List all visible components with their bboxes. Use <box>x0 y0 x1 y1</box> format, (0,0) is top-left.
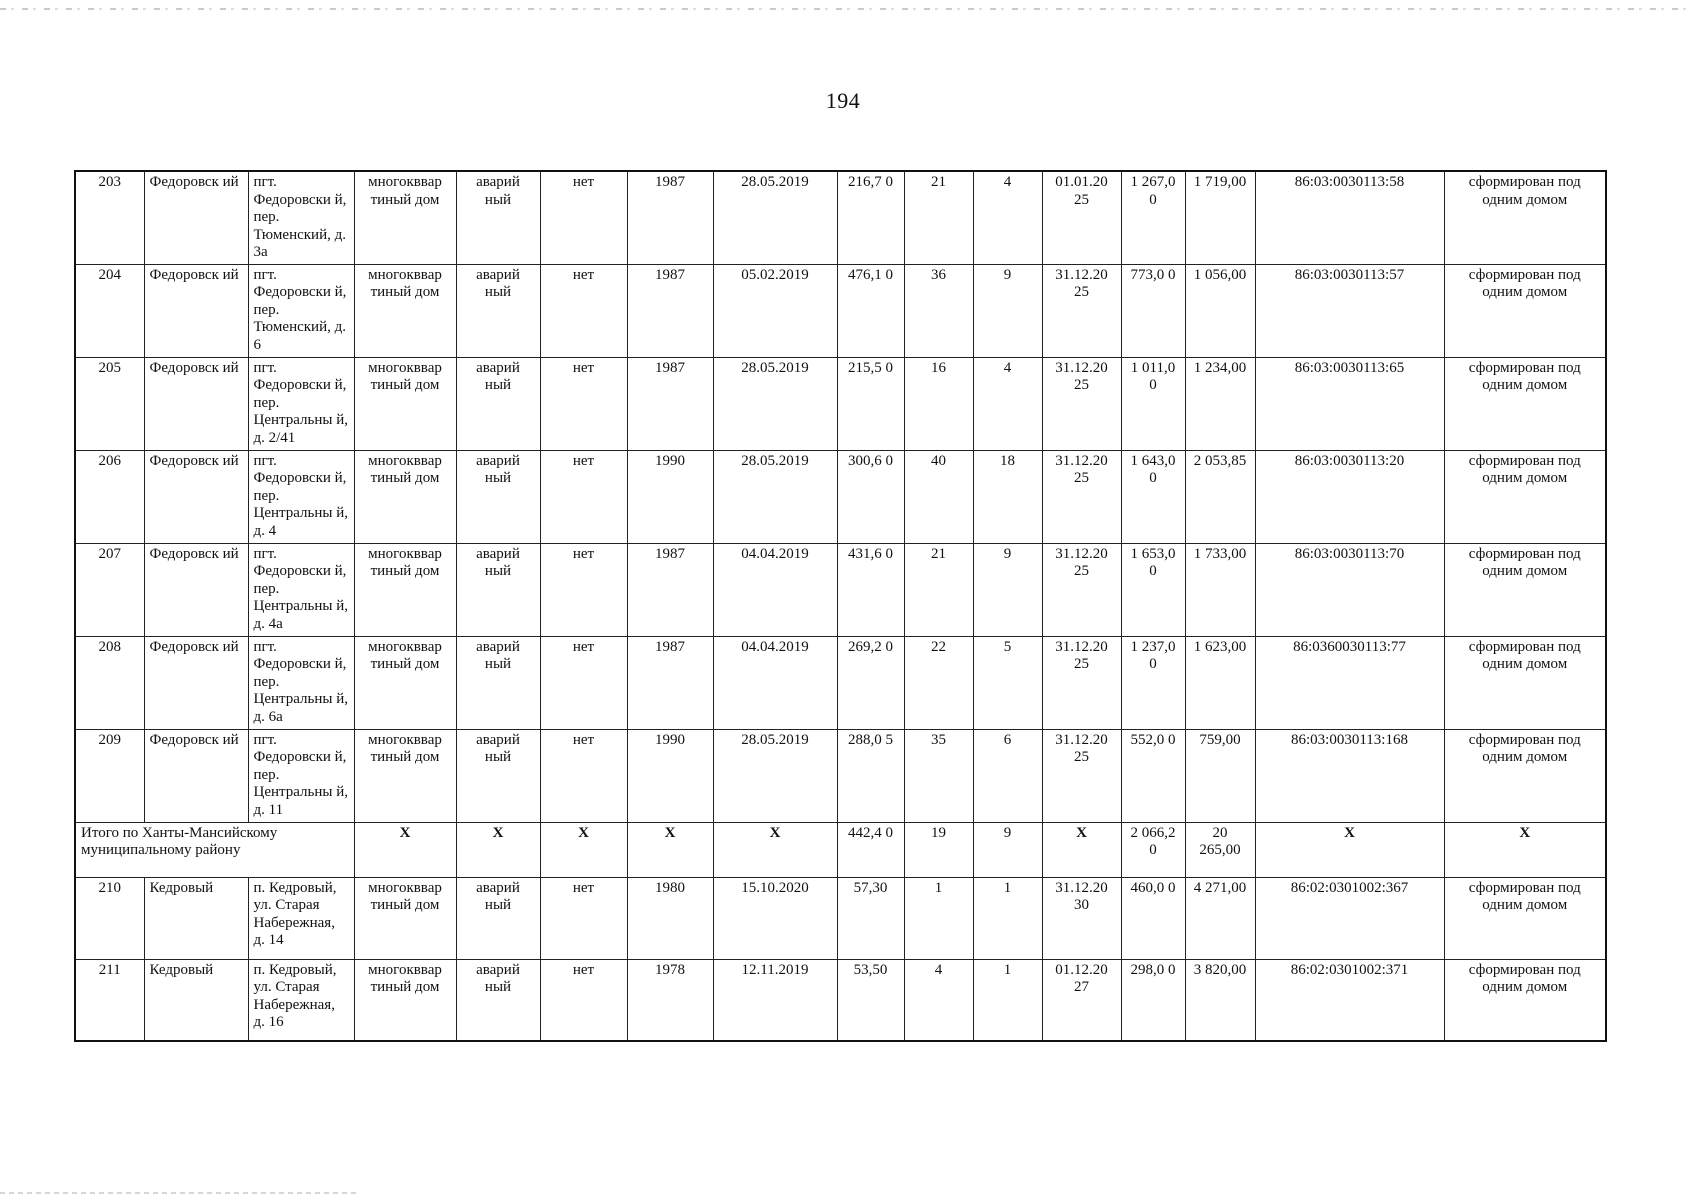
cell-date: 05.02.2019 <box>713 264 837 357</box>
cell-apartments: 5 <box>973 636 1042 729</box>
cell-residents: 1 <box>904 877 973 959</box>
cell-address: пгт. Федоровски й, пер. Центральны й, д. 4 <box>248 450 354 543</box>
cell-condition: аварий ный <box>456 264 540 357</box>
cell-condition: аварий ный <box>456 357 540 450</box>
cell-address: пгт. Федоровски й, пер. Центральны й, д. 2/41 <box>248 357 354 450</box>
cell-area: 476,1 0 <box>837 264 904 357</box>
cell-year: 1987 <box>627 543 713 636</box>
cell-area: 269,2 0 <box>837 636 904 729</box>
table-row <box>75 264 1606 357</box>
cell-date: 28.05.2019 <box>713 450 837 543</box>
cell-value2: 759,00 <box>1185 729 1255 822</box>
cell-house-type: многокввар тиный дом <box>354 543 456 636</box>
cell-deadline: 31.12.20 25 <box>1042 450 1121 543</box>
cell-value1: 460,0 0 <box>1121 877 1185 959</box>
cell-flag: нет <box>540 264 627 357</box>
cell-value1: 773,0 0 <box>1121 264 1185 357</box>
cell-residents: 35 <box>904 729 973 822</box>
cell-status: сформирован под одним домом <box>1444 959 1606 1041</box>
cell-apartments: 4 <box>973 357 1042 450</box>
cell-deadline: 31.12.20 25 <box>1042 264 1121 357</box>
cell-address: пгт. Федоровски й, пер. Тюменский, д. 3а <box>248 171 354 264</box>
cell-status: сформирован под одним домом <box>1444 450 1606 543</box>
cell-cadastral: 86:03:0030113:58 <box>1255 171 1444 264</box>
cell-value2: 3 820,00 <box>1185 959 1255 1041</box>
cell-number: 205 <box>75 357 144 450</box>
cell-house-type: многокввар тиный дом <box>354 729 456 822</box>
total-cadastral: X <box>1255 822 1444 877</box>
cell-date: 12.11.2019 <box>713 959 837 1041</box>
cell-value2: 1 056,00 <box>1185 264 1255 357</box>
cell-area: 216,7 0 <box>837 171 904 264</box>
cell-flag: нет <box>540 450 627 543</box>
cell-residents: 40 <box>904 450 973 543</box>
total-deadline: X <box>1042 822 1121 877</box>
cell-condition: аварий ный <box>456 543 540 636</box>
cell-status: сформирован под одним домом <box>1444 877 1606 959</box>
total-area: 442,4 0 <box>837 822 904 877</box>
cell-status: сформирован под одним домом <box>1444 636 1606 729</box>
cell-condition: аварий ный <box>456 450 540 543</box>
cell-status: сформирован под одним домом <box>1444 171 1606 264</box>
cell-number: 203 <box>75 171 144 264</box>
table-row <box>75 729 1606 822</box>
cell-flag: нет <box>540 877 627 959</box>
cell-apartments: 18 <box>973 450 1042 543</box>
cell-number: 208 <box>75 636 144 729</box>
cell-cadastral: 86:03:0030113:57 <box>1255 264 1444 357</box>
cell-date: 04.04.2019 <box>713 636 837 729</box>
cell-settlement: Федоровск ий <box>144 543 248 636</box>
cell-address: пгт. Федоровски й, пер. Центральны й, д. 6а <box>248 636 354 729</box>
cell-year: 1987 <box>627 171 713 264</box>
cell-area: 215,5 0 <box>837 357 904 450</box>
cell-house-type: многокввар тиный дом <box>354 264 456 357</box>
cell-settlement: Федоровск ий <box>144 171 248 264</box>
cell-residents: 21 <box>904 543 973 636</box>
cell-area: 288,0 5 <box>837 729 904 822</box>
cell-house-type: многокввар тиный дом <box>354 877 456 959</box>
cell-area: 57,30 <box>837 877 904 959</box>
cell-cadastral: 86:03:0030113:168 <box>1255 729 1444 822</box>
cell-number: 210 <box>75 877 144 959</box>
cell-condition: аварий ный <box>456 877 540 959</box>
cell-status: сформирован под одним домом <box>1444 543 1606 636</box>
cell-value2: 1 719,00 <box>1185 171 1255 264</box>
cell-number: 204 <box>75 264 144 357</box>
cell-condition: аварий ный <box>456 729 540 822</box>
cell-residents: 4 <box>904 959 973 1041</box>
total-year: X <box>627 822 713 877</box>
total-value2: 20 265,00 <box>1185 822 1255 877</box>
table-body-b <box>75 877 1606 1041</box>
cell-deadline: 01.01.20 25 <box>1042 171 1121 264</box>
cell-cadastral: 86:03:0030113:65 <box>1255 357 1444 450</box>
cell-date: 28.05.2019 <box>713 171 837 264</box>
cell-condition: аварий ный <box>456 171 540 264</box>
cell-house-type: многокввар тиный дом <box>354 171 456 264</box>
cell-address: пгт. Федоровски й, пер. Тюменский, д. 6 <box>248 264 354 357</box>
cell-house-type: многокввар тиный дом <box>354 357 456 450</box>
total-label: Итого по Ханты-Мансийскому муниципальному району <box>75 822 354 877</box>
cell-house-type: многокввар тиный дом <box>354 450 456 543</box>
table-row <box>75 877 1606 959</box>
cell-date: 15.10.2020 <box>713 877 837 959</box>
cell-value1: 1 267,0 0 <box>1121 171 1185 264</box>
cell-value2: 1 733,00 <box>1185 543 1255 636</box>
total-value1: 2 066,2 0 <box>1121 822 1185 877</box>
cell-number: 207 <box>75 543 144 636</box>
cell-deadline: 31.12.20 25 <box>1042 357 1121 450</box>
cell-area: 300,6 0 <box>837 450 904 543</box>
cell-apartments: 1 <box>973 959 1042 1041</box>
cell-residents: 16 <box>904 357 973 450</box>
cell-date: 28.05.2019 <box>713 357 837 450</box>
table-row <box>75 357 1606 450</box>
table-body-a <box>75 171 1606 822</box>
total-house-type: X <box>354 822 456 877</box>
cell-date: 28.05.2019 <box>713 729 837 822</box>
table-row <box>75 543 1606 636</box>
cell-value1: 1 237,0 0 <box>1121 636 1185 729</box>
cell-flag: нет <box>540 959 627 1041</box>
housing-registry-table <box>74 170 1607 1042</box>
cell-value2: 1 623,00 <box>1185 636 1255 729</box>
cell-settlement: Кедровый <box>144 959 248 1041</box>
cell-settlement: Федоровск ий <box>144 264 248 357</box>
cell-number: 211 <box>75 959 144 1041</box>
cell-year: 1990 <box>627 729 713 822</box>
cell-area: 431,6 0 <box>837 543 904 636</box>
cell-settlement: Федоровск ий <box>144 636 248 729</box>
cell-residents: 22 <box>904 636 973 729</box>
cell-area: 53,50 <box>837 959 904 1041</box>
cell-deadline: 31.12.20 30 <box>1042 877 1121 959</box>
cell-apartments: 6 <box>973 729 1042 822</box>
total-status: X <box>1444 822 1606 877</box>
table-row <box>75 959 1606 1041</box>
cell-cadastral: 86:0360030113:77 <box>1255 636 1444 729</box>
cell-status: сформирован под одним домом <box>1444 357 1606 450</box>
cell-deadline: 01.12.20 27 <box>1042 959 1121 1041</box>
cell-value1: 1 643,0 0 <box>1121 450 1185 543</box>
table-row <box>75 450 1606 543</box>
cell-year: 1978 <box>627 959 713 1041</box>
cell-apartments: 4 <box>973 171 1042 264</box>
cell-apartments: 9 <box>973 543 1042 636</box>
cell-settlement: Федоровск ий <box>144 450 248 543</box>
cell-cadastral: 86:03:0030113:20 <box>1255 450 1444 543</box>
cell-value2: 4 271,00 <box>1185 877 1255 959</box>
cell-settlement: Федоровск ий <box>144 729 248 822</box>
cell-apartments: 1 <box>973 877 1042 959</box>
cell-status: сформирован под одним домом <box>1444 729 1606 822</box>
cell-cadastral: 86:03:0030113:70 <box>1255 543 1444 636</box>
cell-number: 206 <box>75 450 144 543</box>
cell-settlement: Кедровый <box>144 877 248 959</box>
cell-year: 1987 <box>627 636 713 729</box>
cell-address: п. Кедровый, ул. Старая Набережная, д. 16 <box>248 959 354 1041</box>
cell-number: 209 <box>75 729 144 822</box>
scan-edge-bottom <box>0 1192 360 1194</box>
cell-address: пгт. Федоровски й, пер. Центральны й, д. 11 <box>248 729 354 822</box>
cell-flag: нет <box>540 171 627 264</box>
cell-residents: 21 <box>904 171 973 264</box>
cell-date: 04.04.2019 <box>713 543 837 636</box>
cell-flag: нет <box>540 636 627 729</box>
cell-year: 1987 <box>627 264 713 357</box>
page-number: 194 <box>825 88 861 113</box>
table-row <box>75 171 1606 264</box>
cell-settlement: Федоровск ий <box>144 357 248 450</box>
cell-flag: нет <box>540 543 627 636</box>
total-date: X <box>713 822 837 877</box>
cell-year: 1980 <box>627 877 713 959</box>
cell-flag: нет <box>540 729 627 822</box>
scan-edge-top <box>0 8 1686 10</box>
total-apartments: 9 <box>973 822 1042 877</box>
cell-deadline: 31.12.20 25 <box>1042 636 1121 729</box>
cell-status: сформирован под одним домом <box>1444 264 1606 357</box>
table-row <box>75 636 1606 729</box>
cell-value1: 1 653,0 0 <box>1121 543 1185 636</box>
cell-value1: 552,0 0 <box>1121 729 1185 822</box>
cell-cadastral: 86:02:0301002:367 <box>1255 877 1444 959</box>
cell-deadline: 31.12.20 25 <box>1042 729 1121 822</box>
cell-deadline: 31.12.20 25 <box>1042 543 1121 636</box>
total-condition: X <box>456 822 540 877</box>
cell-house-type: многокввар тиный дом <box>354 959 456 1041</box>
total-row <box>75 822 1606 877</box>
cell-value2: 2 053,85 <box>1185 450 1255 543</box>
cell-flag: нет <box>540 357 627 450</box>
table-body-total <box>75 822 1606 877</box>
cell-house-type: многокввар тиный дом <box>354 636 456 729</box>
cell-address: п. Кедровый, ул. Старая Набережная, д. 14 <box>248 877 354 959</box>
cell-cadastral: 86:02:0301002:371 <box>1255 959 1444 1041</box>
cell-residents: 36 <box>904 264 973 357</box>
cell-apartments: 9 <box>973 264 1042 357</box>
total-flag: X <box>540 822 627 877</box>
cell-condition: аварий ный <box>456 636 540 729</box>
total-residents: 19 <box>904 822 973 877</box>
cell-value2: 1 234,00 <box>1185 357 1255 450</box>
cell-value1: 298,0 0 <box>1121 959 1185 1041</box>
cell-year: 1990 <box>627 450 713 543</box>
cell-year: 1987 <box>627 357 713 450</box>
cell-condition: аварий ный <box>456 959 540 1041</box>
cell-value1: 1 011,0 0 <box>1121 357 1185 450</box>
cell-address: пгт. Федоровски й, пер. Центральны й, д. 4а <box>248 543 354 636</box>
